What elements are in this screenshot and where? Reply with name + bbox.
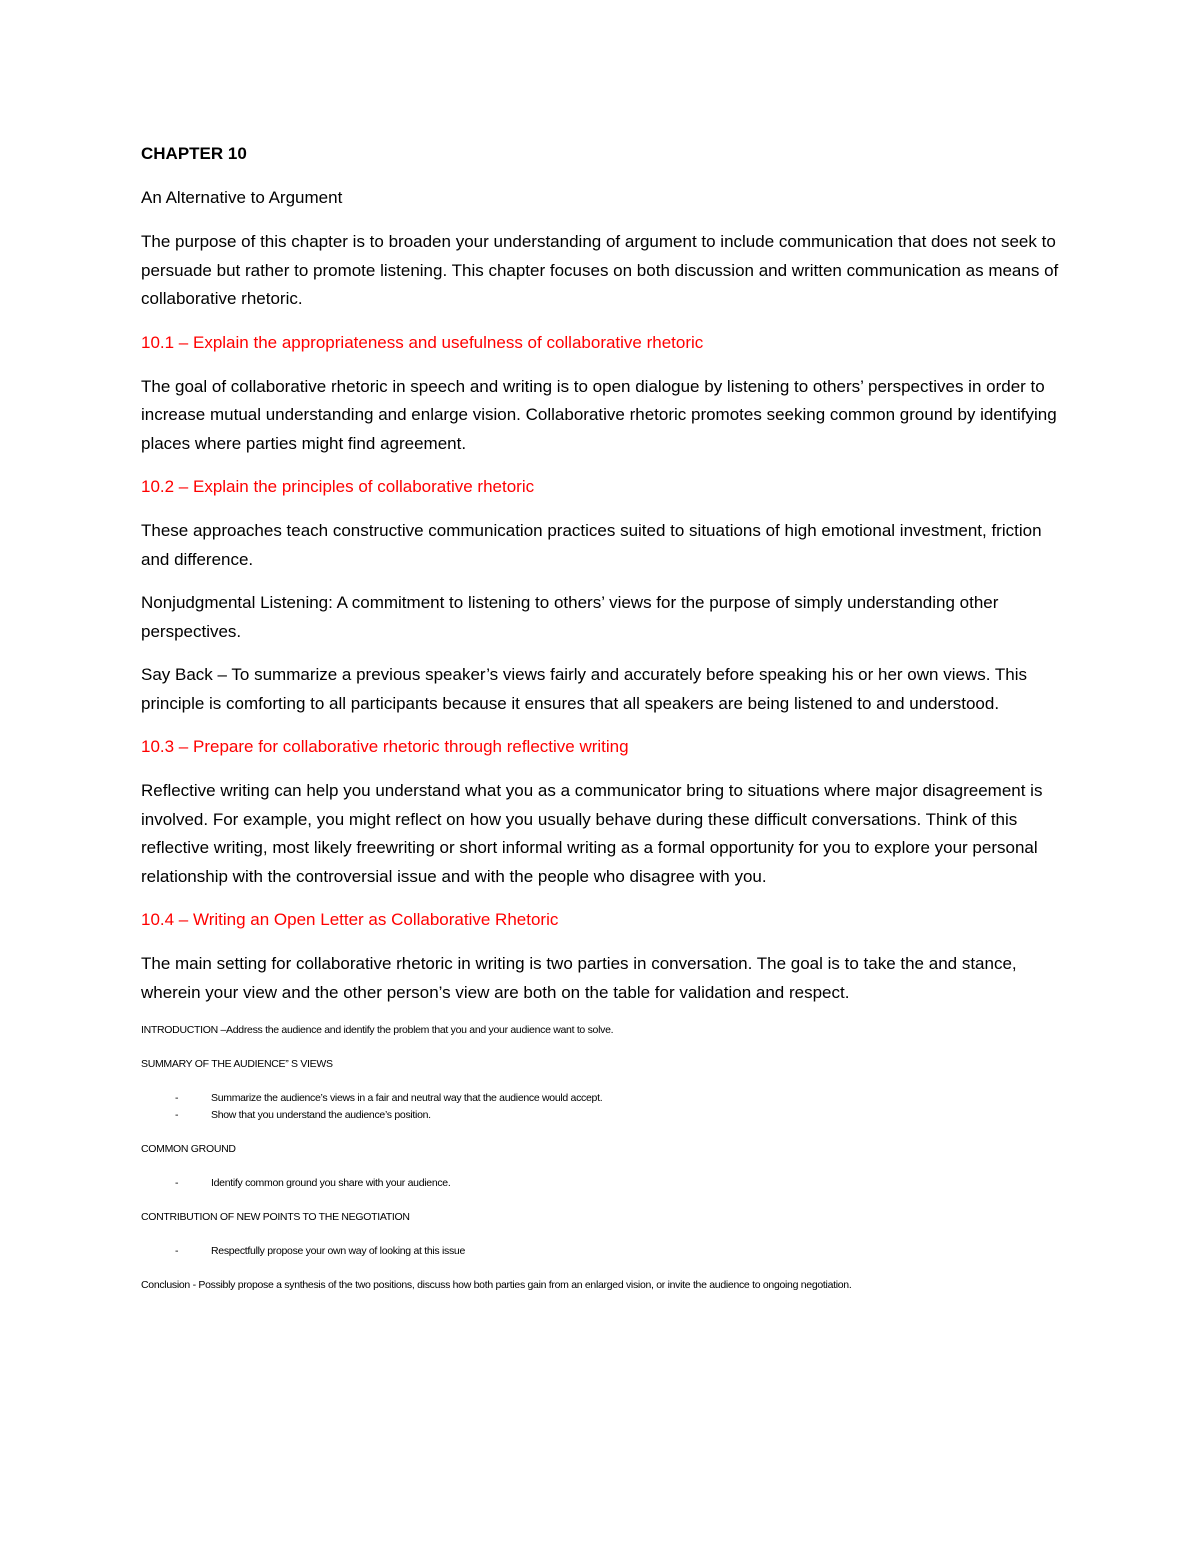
section-10-4-paragraph: The main setting for collaborative rhetoric in writing is two parties in conversation. The goal is to take the and stance, wherein your view and the other person’s view are both on the table for validation and respect. bbox=[141, 954, 1017, 1002]
dash-bullet-icon: - bbox=[175, 1092, 179, 1104]
section-10-1-paragraph: The goal of collaborative rhetoric in speech and writing is to open dialogue by listening to others’ perspectives in order to increase mutual understanding and enlarge vision. Collaborative rhetoric promotes seeking common ground by identifying places where parties might find agreement. bbox=[141, 376, 1057, 453]
summary-list bbox=[141, 1090, 1066, 1124]
section-10-2-paragraph: These approaches teach constructive communication practices suited to situations of high emotional investment, friction and difference. bbox=[141, 521, 1042, 569]
intro-paragraph: The purpose of this chapter is to broaden your understanding of argument to include communication that does not seek to persuade but rather to promote listening. This chapter focuses on both discussion and written communication as means of collaborative rhetoric. bbox=[141, 232, 1059, 308]
dash-bullet-icon: - bbox=[175, 1245, 179, 1257]
list-item bbox=[141, 1090, 1066, 1107]
section-heading-10-3: 10.3 – Prepare for collaborative rhetoric through reflective writing bbox=[141, 737, 629, 756]
common-ground-list bbox=[141, 1175, 1066, 1192]
outline-contribution-heading: CONTRIBUTION OF NEW POINTS TO THE NEGOTIATION bbox=[141, 1211, 410, 1223]
dash-bullet-icon: - bbox=[175, 1177, 179, 1189]
list-item-text: Identify common ground you share with your audience. bbox=[211, 1177, 451, 1189]
outline-introduction: INTRODUCTION –Address the audience and identify the problem that you and your audience want to solve. bbox=[141, 1024, 614, 1036]
list-item bbox=[141, 1175, 1066, 1192]
document-page bbox=[141, 140, 1066, 1311]
list-item bbox=[141, 1107, 1066, 1124]
outline-summary-heading: SUMMARY OF THE AUDIENCE” S VIEWS bbox=[141, 1058, 333, 1070]
contribution-list bbox=[141, 1243, 1066, 1260]
chapter-subtitle: An Alternative to Argument bbox=[141, 188, 343, 207]
nonjudgmental-listening-paragraph: Nonjudgmental Listening: A commitment to listening to others’ views for the purpose of simply understanding other perspectives. bbox=[141, 593, 999, 641]
section-10-3-paragraph: Reflective writing can help you understand what you as a communicator bring to situations where major disagreement is involved. For example, you might reflect on how you usually behave during these difficult conversations. Think of this reflective writing, most likely freewriting or short informal writing as a formal opportunity for you to explore your personal relationship with the controversial issue and with the people who disagree with you. bbox=[141, 781, 1043, 886]
section-heading-10-1: 10.1 – Explain the appropriateness and usefulness of collaborative rhetoric bbox=[141, 332, 704, 352]
open-letter-outline bbox=[141, 1022, 1066, 1294]
dash-bullet-icon: - bbox=[175, 1109, 179, 1121]
list-item-text: Summarize the audience’s views in a fair and neutral way that the audience would accept. bbox=[211, 1092, 603, 1104]
outline-conclusion: Conclusion - Possibly propose a synthesis of the two positions, discuss how both parties gain from an enlarged vision, or invite the audience to ongoing negotiation. bbox=[141, 1279, 852, 1291]
list-item-text: Show that you understand the audience’s position. bbox=[211, 1109, 431, 1121]
outline-common-ground-heading: COMMON GROUND bbox=[141, 1143, 236, 1155]
chapter-title: CHAPTER 10 bbox=[141, 144, 247, 163]
list-item bbox=[141, 1243, 1066, 1260]
section-heading-10-2: 10.2 – Explain the principles of collaborative rhetoric bbox=[141, 477, 535, 496]
list-item-text: Respectfully propose your own way of looking at this issue bbox=[211, 1245, 465, 1257]
section-heading-10-4: 10.4 – Writing an Open Letter as Collaborative Rhetoric bbox=[141, 910, 559, 929]
say-back-paragraph: Say Back – To summarize a previous speaker’s views fairly and accurately before speaking his or her own views. This principle is comforting to all participants because it ensures that all speakers are being listened to and understood. bbox=[141, 665, 1027, 713]
